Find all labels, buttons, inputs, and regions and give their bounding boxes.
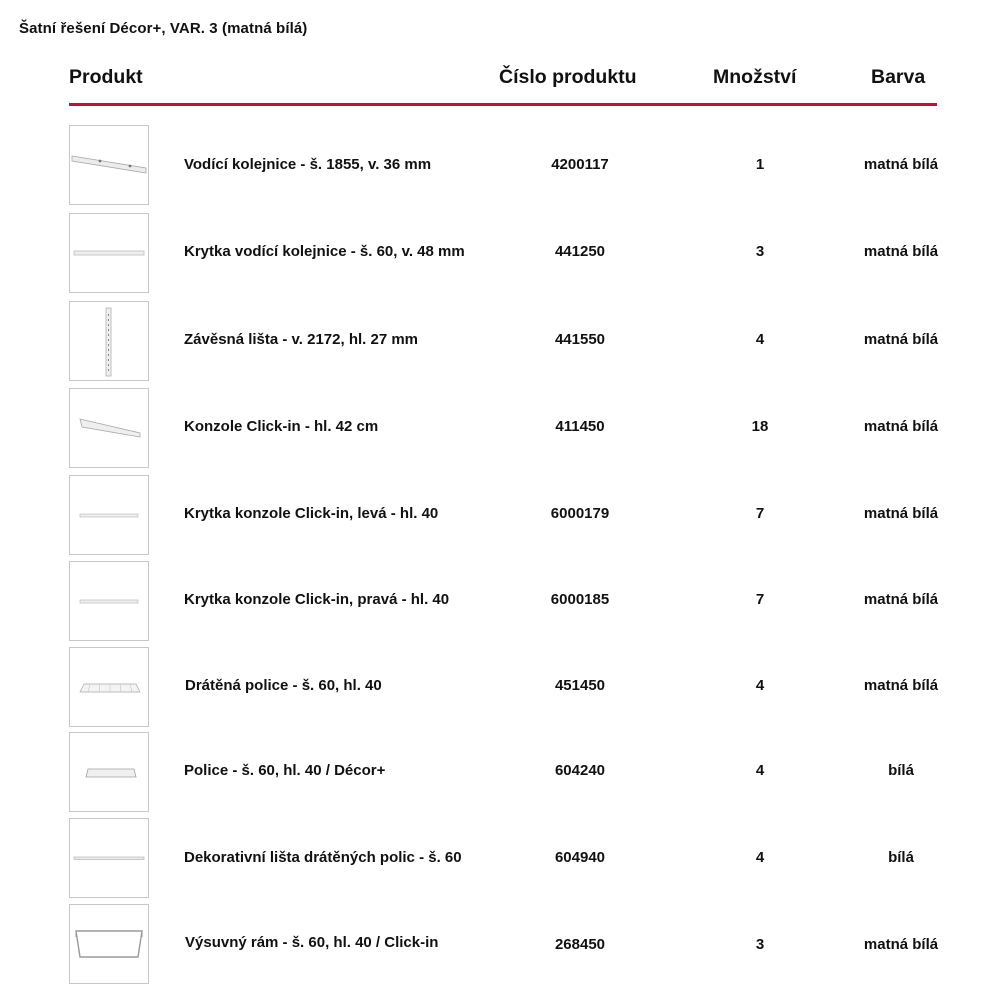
- product-quantity: 1: [755, 156, 765, 173]
- product-color: matná bílá: [863, 677, 939, 694]
- bracket-icon[interactable]: [69, 388, 149, 468]
- product-number: 411450: [555, 418, 605, 435]
- product-name: Dekorativní lišta drátěných polic - š. 60: [184, 849, 462, 866]
- product-number: 6000179: [550, 505, 610, 522]
- product-number: 6000185: [550, 591, 610, 608]
- product-color: matná bílá: [863, 505, 939, 522]
- hanging-bar-icon[interactable]: [69, 301, 149, 381]
- table-row: [0, 125, 1000, 205]
- product-number: 451450: [554, 677, 606, 694]
- product-number: 604240: [554, 762, 606, 779]
- product-name: Výsuvný rám - š. 60, hl. 40 / Click-in: [185, 934, 439, 951]
- product-color: matná bílá: [863, 418, 939, 435]
- product-name: Konzole Click-in - hl. 42 cm: [184, 418, 379, 435]
- product-number: 604940: [554, 849, 606, 866]
- table-row: [0, 475, 1000, 555]
- product-number: 441550: [554, 331, 606, 348]
- product-color: bílá: [888, 762, 914, 779]
- column-header-number: Číslo produktu: [499, 66, 637, 88]
- product-quantity: 7: [755, 591, 765, 608]
- product-quantity: 4: [755, 677, 765, 694]
- table-row: [0, 818, 1000, 898]
- product-color: matná bílá: [863, 591, 939, 608]
- column-header-color: Barva: [871, 66, 926, 88]
- table-row: [0, 213, 1000, 293]
- product-quantity: 7: [755, 505, 765, 522]
- shelf-icon[interactable]: [69, 732, 149, 812]
- product-quantity: 3: [755, 936, 765, 953]
- table-row: [0, 647, 1000, 727]
- product-color: matná bílá: [863, 156, 939, 173]
- product-color: bílá: [888, 849, 914, 866]
- guide-rail-icon[interactable]: [69, 125, 149, 205]
- page-title: Šatní řešení Décor+, VAR. 3 (matná bílá): [19, 20, 308, 37]
- product-color: matná bílá: [863, 331, 939, 348]
- product-name: Závěsná lišta - v. 2172, hl. 27 mm: [184, 331, 419, 348]
- product-quantity: 4: [755, 331, 765, 348]
- column-header-product: Produkt: [69, 66, 143, 88]
- product-name: Krytka konzole Click-in, pravá - hl. 40: [184, 591, 450, 608]
- product-name: Krytka vodící kolejnice - š. 60, v. 48 mm: [184, 243, 465, 260]
- product-quantity: 3: [755, 243, 765, 260]
- table-row: [0, 561, 1000, 641]
- product-quantity: 4: [755, 849, 765, 866]
- column-header-quantity: Množství: [713, 66, 797, 88]
- product-number: 4200117: [551, 156, 609, 173]
- header-divider: [69, 103, 937, 106]
- product-name: Vodící kolejnice - š. 1855, v. 36 mm: [184, 156, 432, 173]
- bracket-cover-left-icon[interactable]: [69, 475, 149, 555]
- product-color: matná bílá: [863, 243, 939, 260]
- table-header: [0, 66, 1000, 96]
- product-quantity: 18: [751, 418, 769, 435]
- product-name: Drátěná police - š. 60, hl. 40: [185, 677, 382, 694]
- table-row: [0, 301, 1000, 381]
- decorative-strip-icon[interactable]: [69, 818, 149, 898]
- product-number: 441250: [554, 243, 606, 260]
- table-row: [0, 732, 1000, 812]
- product-name: Krytka konzole Click-in, levá - hl. 40: [184, 505, 439, 522]
- product-number: 268450: [554, 936, 606, 953]
- table-row: [0, 388, 1000, 468]
- product-quantity: 4: [755, 762, 765, 779]
- wire-shelf-icon[interactable]: [69, 647, 149, 727]
- product-color: matná bílá: [863, 936, 939, 953]
- bracket-cover-right-icon[interactable]: [69, 561, 149, 641]
- rail-cover-icon[interactable]: [69, 213, 149, 293]
- product-name: Police - š. 60, hl. 40 / Décor+: [184, 762, 386, 779]
- pull-out-frame-icon[interactable]: [69, 904, 149, 984]
- table-row: [0, 904, 1000, 984]
